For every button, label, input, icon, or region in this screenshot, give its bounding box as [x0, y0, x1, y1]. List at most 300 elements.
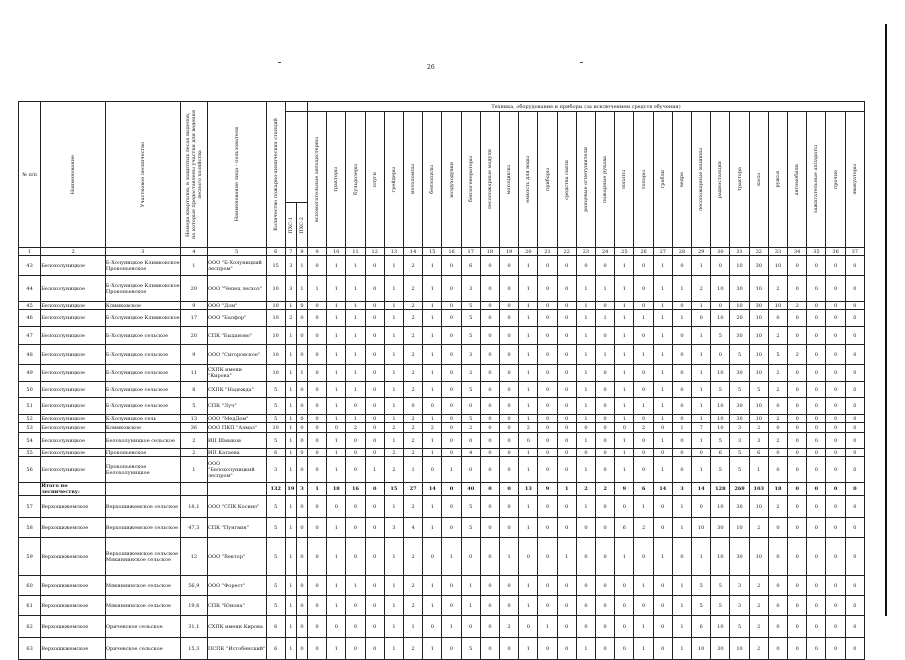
table-cell: 2	[768, 327, 787, 345]
table-cell: 1	[285, 616, 296, 638]
table-cell: 30	[730, 327, 749, 345]
table-cell: 3	[285, 256, 296, 276]
table-cell: 0	[296, 327, 307, 345]
table-cell: 4	[461, 449, 480, 457]
table-row	[19, 415, 865, 423]
table-cell: 0	[576, 616, 595, 638]
table-cell: 2	[634, 518, 653, 538]
table-cell: 1	[423, 382, 442, 398]
table-cell: 0	[365, 423, 384, 433]
table-cell: СПК "Пунгвин"	[207, 518, 266, 538]
table-cell: 0	[308, 345, 327, 365]
table-cell: ООО "Вектор"	[207, 538, 266, 576]
table-row	[19, 276, 865, 302]
col-header: ружья	[768, 112, 787, 248]
table-cell: 5	[461, 310, 480, 327]
table-cell: 0	[615, 576, 634, 596]
table-cell: 30	[711, 518, 730, 538]
table-cell: 2	[384, 423, 403, 433]
table-cell: 0	[538, 327, 557, 345]
table-cell: 0	[807, 302, 826, 310]
table-cell: 1	[285, 365, 296, 382]
table-cell: 15,3	[180, 638, 207, 660]
table-cell: 1	[404, 457, 423, 483]
table-cell: 1	[672, 310, 691, 327]
table-cell: Верхошижемское	[41, 596, 106, 616]
table-cell: 0	[845, 496, 864, 518]
table-cell: 1	[692, 256, 711, 276]
table-cell: 1	[519, 302, 538, 310]
column-number: 22	[557, 248, 576, 256]
table-cell: 1	[423, 638, 442, 660]
table-cell: 0	[557, 518, 576, 538]
table-cell: 0	[615, 596, 634, 616]
table-cell: 0	[538, 276, 557, 302]
col-header: вспомогательные автоцистерны	[308, 112, 327, 248]
table-cell: 0	[768, 596, 787, 616]
table-cell: 30	[749, 302, 768, 310]
table-row	[19, 433, 865, 449]
table-cell: 0	[596, 638, 615, 660]
table-cell: 0	[634, 415, 653, 423]
table-cell: СХПК "Надежда"	[207, 382, 266, 398]
table-row	[19, 518, 865, 538]
table-cell: 0	[576, 256, 595, 276]
table-cell: 1	[653, 302, 672, 310]
table-cell: 1	[615, 310, 634, 327]
table-cell: 1	[285, 496, 296, 518]
table-cell: Б-Холуницкое сельское	[105, 398, 180, 415]
table-cell: 9	[180, 345, 207, 365]
table-cell: 0	[576, 449, 595, 457]
table-cell: 0	[365, 345, 384, 365]
table-cell: 12	[180, 538, 207, 576]
table-cell: 0	[538, 449, 557, 457]
table-cell: 0	[788, 382, 807, 398]
table-cell: 0	[442, 345, 461, 365]
table-cell: ООО ПКП "Алмаз"	[207, 423, 266, 433]
table-cell: 0	[692, 449, 711, 457]
table-cell: 0	[308, 302, 327, 310]
table-cell: 0	[807, 518, 826, 538]
table-cell: 1	[615, 256, 634, 276]
table-cell: 1	[692, 365, 711, 382]
table-cell: 0	[596, 496, 615, 518]
table-cell: 0	[557, 457, 576, 483]
table-cell: 1	[423, 518, 442, 538]
table-cell: 0	[557, 365, 576, 382]
table-cell: 2	[768, 382, 787, 398]
column-number: 24	[596, 248, 615, 256]
table-cell: 3	[730, 433, 749, 449]
table-cell: 5	[692, 596, 711, 616]
table-cell: 0	[788, 616, 807, 638]
table-cell: 1	[327, 538, 346, 576]
column-number: 13	[384, 248, 403, 256]
table-cell: 10	[711, 310, 730, 327]
total-cell: 103	[749, 483, 768, 496]
column-number: 21	[538, 248, 557, 256]
col-header: мотоциклы	[500, 112, 519, 248]
table-cell: 1	[653, 415, 672, 423]
table-cell: 0	[768, 576, 787, 596]
table-cell: 10	[768, 302, 787, 310]
column-number: 7	[285, 248, 296, 256]
table-cell: 0	[596, 398, 615, 415]
table-cell: ООО "СПК Косино"	[207, 496, 266, 518]
table-cell: 0	[788, 365, 807, 382]
table-cell: 0	[365, 382, 384, 398]
table-cell: 0	[807, 616, 826, 638]
table-cell: 1	[692, 433, 711, 449]
table-cell: 1	[384, 576, 403, 596]
table-cell: 0	[557, 449, 576, 457]
table-cell: 2	[384, 449, 403, 457]
table-cell: Белохолуницкое	[41, 423, 106, 433]
table-cell: 1	[180, 457, 207, 483]
table-row	[19, 496, 865, 518]
table-cell: 1	[634, 496, 653, 518]
table-cell: 10	[266, 276, 285, 302]
table-cell: 2	[404, 345, 423, 365]
table-cell: 6	[615, 518, 634, 538]
table-cell: 0	[768, 538, 787, 576]
table-cell: 1	[557, 538, 576, 576]
table-cell: Верхошижемское	[41, 496, 106, 518]
table-cell: 60	[19, 576, 41, 596]
table-cell: 1	[519, 449, 538, 457]
table-cell: 0	[788, 276, 807, 302]
table-cell: 0	[672, 345, 691, 365]
column-number: 9	[308, 248, 327, 256]
table-cell: 1	[615, 449, 634, 457]
table-cell: Верхошижемское сельское Мякиннинское сельское	[105, 538, 180, 576]
table-cell: 3	[266, 457, 285, 483]
column-number: 10	[327, 248, 346, 256]
col-header: грейдеры	[384, 112, 403, 248]
table-cell: 0	[480, 518, 499, 538]
table-cell: СПК "Юнона"	[207, 596, 266, 616]
table-cell: 1	[461, 596, 480, 616]
table-body	[19, 256, 865, 660]
table-cell: 1	[615, 457, 634, 483]
table-cell: 0	[557, 310, 576, 327]
table-cell: 5	[768, 345, 787, 365]
table-cell: 1	[519, 415, 538, 423]
table-cell: 5	[266, 576, 285, 596]
column-number: 23	[576, 248, 595, 256]
table-cell: 0	[296, 382, 307, 398]
table-cell: 0	[845, 276, 864, 302]
table-cell: 0	[596, 382, 615, 398]
table-cell: 1	[296, 276, 307, 302]
table-cell: 45	[19, 302, 41, 310]
table-cell: 0	[500, 518, 519, 538]
table-cell: 1	[384, 616, 403, 638]
column-number: 11	[346, 248, 365, 256]
table-cell: 2	[404, 449, 423, 457]
table-cell: 1	[653, 310, 672, 327]
table-cell: 2	[768, 433, 787, 449]
column-numbers-row	[19, 248, 865, 256]
table-cell: 0	[596, 449, 615, 457]
table-cell: 1	[672, 596, 691, 616]
table-cell: ИП Катаева	[207, 449, 266, 457]
table-cell: 0	[596, 596, 615, 616]
table-cell: 0	[615, 496, 634, 518]
table-cell: 1	[285, 596, 296, 616]
column-number: 27	[653, 248, 672, 256]
col-header: ранцевые огнетушители	[576, 112, 595, 248]
table-cell: 0	[538, 518, 557, 538]
table-cell: 30	[730, 398, 749, 415]
table-cell: 0	[442, 365, 461, 382]
table-cell: 0	[500, 433, 519, 449]
table-cell: 0	[557, 596, 576, 616]
table-cell: 0	[296, 345, 307, 365]
table-cell: 0	[480, 327, 499, 345]
table-cell: 1	[634, 398, 653, 415]
table-cell: Белохолуницкое	[41, 276, 106, 302]
table-cell: 1	[346, 310, 365, 327]
column-number: 37	[845, 248, 864, 256]
table-cell: 0	[807, 382, 826, 398]
table-cell: 1	[653, 276, 672, 302]
column-number: 34	[788, 248, 807, 256]
table-cell: Белохолуницкое	[41, 345, 106, 365]
table-cell: 43	[19, 256, 41, 276]
table-cell: Верхошижемское	[41, 538, 106, 576]
total-cell: 2	[596, 483, 615, 496]
table-cell: 5	[711, 382, 730, 398]
table-cell: 0	[480, 415, 499, 423]
table-cell: 0	[788, 398, 807, 415]
table-cell: 1	[365, 457, 384, 483]
table-cell: 0	[845, 616, 864, 638]
table-cell: 1	[285, 576, 296, 596]
col-header: ПХС-1	[285, 203, 296, 248]
table-cell: 0	[538, 638, 557, 660]
table-cell: 6	[266, 616, 285, 638]
table-cell: 0	[296, 415, 307, 423]
table-cell: 0	[442, 415, 461, 423]
table-cell: 0	[461, 433, 480, 449]
table-cell: 0	[807, 415, 826, 423]
table-cell: 5	[730, 382, 749, 398]
table-cell: 1	[423, 496, 442, 518]
table-cell: 0	[826, 596, 845, 616]
table-row	[19, 596, 865, 616]
col-header: бензогенераторы	[461, 112, 480, 248]
table-cell: 1	[384, 638, 403, 660]
table-cell: 0	[308, 616, 327, 638]
table-cell: 1	[519, 398, 538, 415]
table-cell: 1	[672, 276, 691, 302]
table-cell: 0	[538, 310, 557, 327]
col-header: радиостанции	[711, 112, 730, 248]
table-cell: 0	[480, 616, 499, 638]
table-cell: 0	[845, 256, 864, 276]
table-cell: 8	[180, 382, 207, 398]
table-cell: ПСПК "Истобенский"	[207, 638, 266, 660]
table-cell: 3	[384, 518, 403, 538]
col-header: средства связи	[557, 112, 576, 248]
table-cell: 0	[576, 576, 595, 596]
table-cell: 44	[19, 276, 41, 302]
table-cell: 1	[296, 256, 307, 276]
table-cell: 1	[442, 457, 461, 483]
table-cell: 0	[845, 345, 864, 365]
table-cell: 0	[845, 518, 864, 538]
table-cell: 0	[538, 423, 557, 433]
table-cell: 0	[845, 310, 864, 327]
table-cell: 0	[500, 423, 519, 433]
table-cell: Белохолуницкое	[41, 310, 106, 327]
table-cell: Климковское	[105, 302, 180, 310]
table-cell: 0	[845, 596, 864, 616]
table-cell: 1	[285, 345, 296, 365]
table-cell: 61	[19, 596, 41, 616]
table-cell: 0	[442, 433, 461, 449]
table-cell: 49	[19, 365, 41, 382]
table-cell: 0	[634, 365, 653, 382]
column-number: 32	[749, 248, 768, 256]
table-cell: 1	[692, 302, 711, 310]
table-cell: 30	[730, 276, 749, 302]
table-cell: 0	[653, 496, 672, 518]
table-cell: 1	[519, 365, 538, 382]
table-cell: 2	[404, 276, 423, 302]
table-cell: 0	[538, 382, 557, 398]
col-header: Участковое лесничество	[105, 102, 180, 248]
table-cell: 0	[442, 423, 461, 433]
table-cell: 0	[576, 596, 595, 616]
col-header: Наименование лица - пользователя	[207, 102, 266, 248]
total-cell: 0	[500, 483, 519, 496]
table-cell: 0	[519, 616, 538, 638]
table-cell: 0	[346, 457, 365, 483]
col-header: лесопожарные машины	[692, 112, 711, 248]
table-cell: 6	[711, 449, 730, 457]
table-cell: 0	[634, 596, 653, 616]
table-cell: 1	[285, 327, 296, 345]
table-cell: 0	[346, 616, 365, 638]
table-cell: 2	[768, 365, 787, 382]
table-cell: 2	[768, 496, 787, 518]
table-cell: 0	[788, 449, 807, 457]
table-cell: 9	[180, 302, 207, 310]
table-cell: 1	[576, 433, 595, 449]
table-cell: 0	[296, 398, 307, 415]
table-cell: 1	[576, 327, 595, 345]
table-cell: ООО "Балфор"	[207, 310, 266, 327]
table-cell: Белохолуницкое	[41, 449, 106, 457]
table-cell: 0	[308, 365, 327, 382]
table-cell: 3	[749, 433, 768, 449]
table-cell: 1	[596, 276, 615, 302]
forest-fire-equipment-table	[18, 101, 865, 660]
table-cell: 0	[826, 256, 845, 276]
table-cell: 0	[807, 638, 826, 660]
table-cell: 0	[480, 365, 499, 382]
table-cell: 0	[672, 449, 691, 457]
table-cell: 2	[692, 276, 711, 302]
table-cell: 0	[557, 496, 576, 518]
table-cell: 1	[653, 365, 672, 382]
table-cell: 2	[404, 302, 423, 310]
table-cell: 2	[519, 423, 538, 433]
table-cell: 0	[845, 327, 864, 345]
table-cell: 0	[480, 256, 499, 276]
table-cell: 0	[365, 596, 384, 616]
table-cell: 1	[653, 398, 672, 415]
table-cell: 1	[285, 398, 296, 415]
table-cell: 5	[266, 382, 285, 398]
table-cell: 0	[845, 449, 864, 457]
table-cell: 51	[19, 398, 41, 415]
table-cell: 10	[711, 496, 730, 518]
table-cell: 0	[538, 457, 557, 483]
table-cell: 2	[749, 638, 768, 660]
table-cell: 1	[615, 345, 634, 365]
table-cell: Б-Холуницкое сель	[105, 415, 180, 423]
table-cell: 0	[296, 423, 307, 433]
table-cell: 0	[788, 327, 807, 345]
table-cell: 1	[327, 382, 346, 398]
table-cell: 0	[596, 256, 615, 276]
table-row	[19, 457, 865, 483]
table-cell: Белохолуницкое	[41, 302, 106, 310]
table-cell: 50	[19, 382, 41, 398]
table-cell: 0	[672, 382, 691, 398]
table-cell: Белохолуницкое	[41, 457, 106, 483]
table-cell: 55	[19, 449, 41, 457]
table-cell: 1	[384, 496, 403, 518]
table-cell: 1	[615, 433, 634, 449]
table-row	[19, 327, 865, 345]
table-cell: 0	[308, 538, 327, 576]
table-cell: 1	[327, 365, 346, 382]
table-cell: 1	[423, 596, 442, 616]
table-cell: Б-Холуницкое Климковское Прокопьевское	[105, 256, 180, 276]
table-cell: 10	[749, 276, 768, 302]
table-cell: 0	[788, 576, 807, 596]
table-cell: 10	[711, 365, 730, 382]
table-cell: 1	[653, 327, 672, 345]
table-cell: 10	[711, 538, 730, 576]
column-number: 28	[672, 248, 691, 256]
table-cell: 0	[788, 596, 807, 616]
col-header: Количество пожарно-химических станций	[266, 102, 285, 248]
table-cell: 0	[826, 576, 845, 596]
table-cell: Прокопьевское Белохолуницкое	[105, 457, 180, 483]
table-cell: 1	[519, 345, 538, 365]
table-cell: 3	[730, 596, 749, 616]
table-cell: 1	[653, 538, 672, 576]
table-cell: Прокопьевское	[105, 449, 180, 457]
table-cell: 1	[692, 457, 711, 483]
table-cell: 1	[672, 638, 691, 660]
table-cell: 0	[296, 302, 307, 310]
table-cell: 10	[711, 398, 730, 415]
table-cell: 1	[327, 327, 346, 345]
table-cell: 0	[365, 327, 384, 345]
table-cell: 0	[538, 256, 557, 276]
table-cell: 2	[749, 596, 768, 616]
table-cell: 0	[442, 382, 461, 398]
table-cell: 1	[519, 596, 538, 616]
table-cell: 0	[480, 345, 499, 365]
